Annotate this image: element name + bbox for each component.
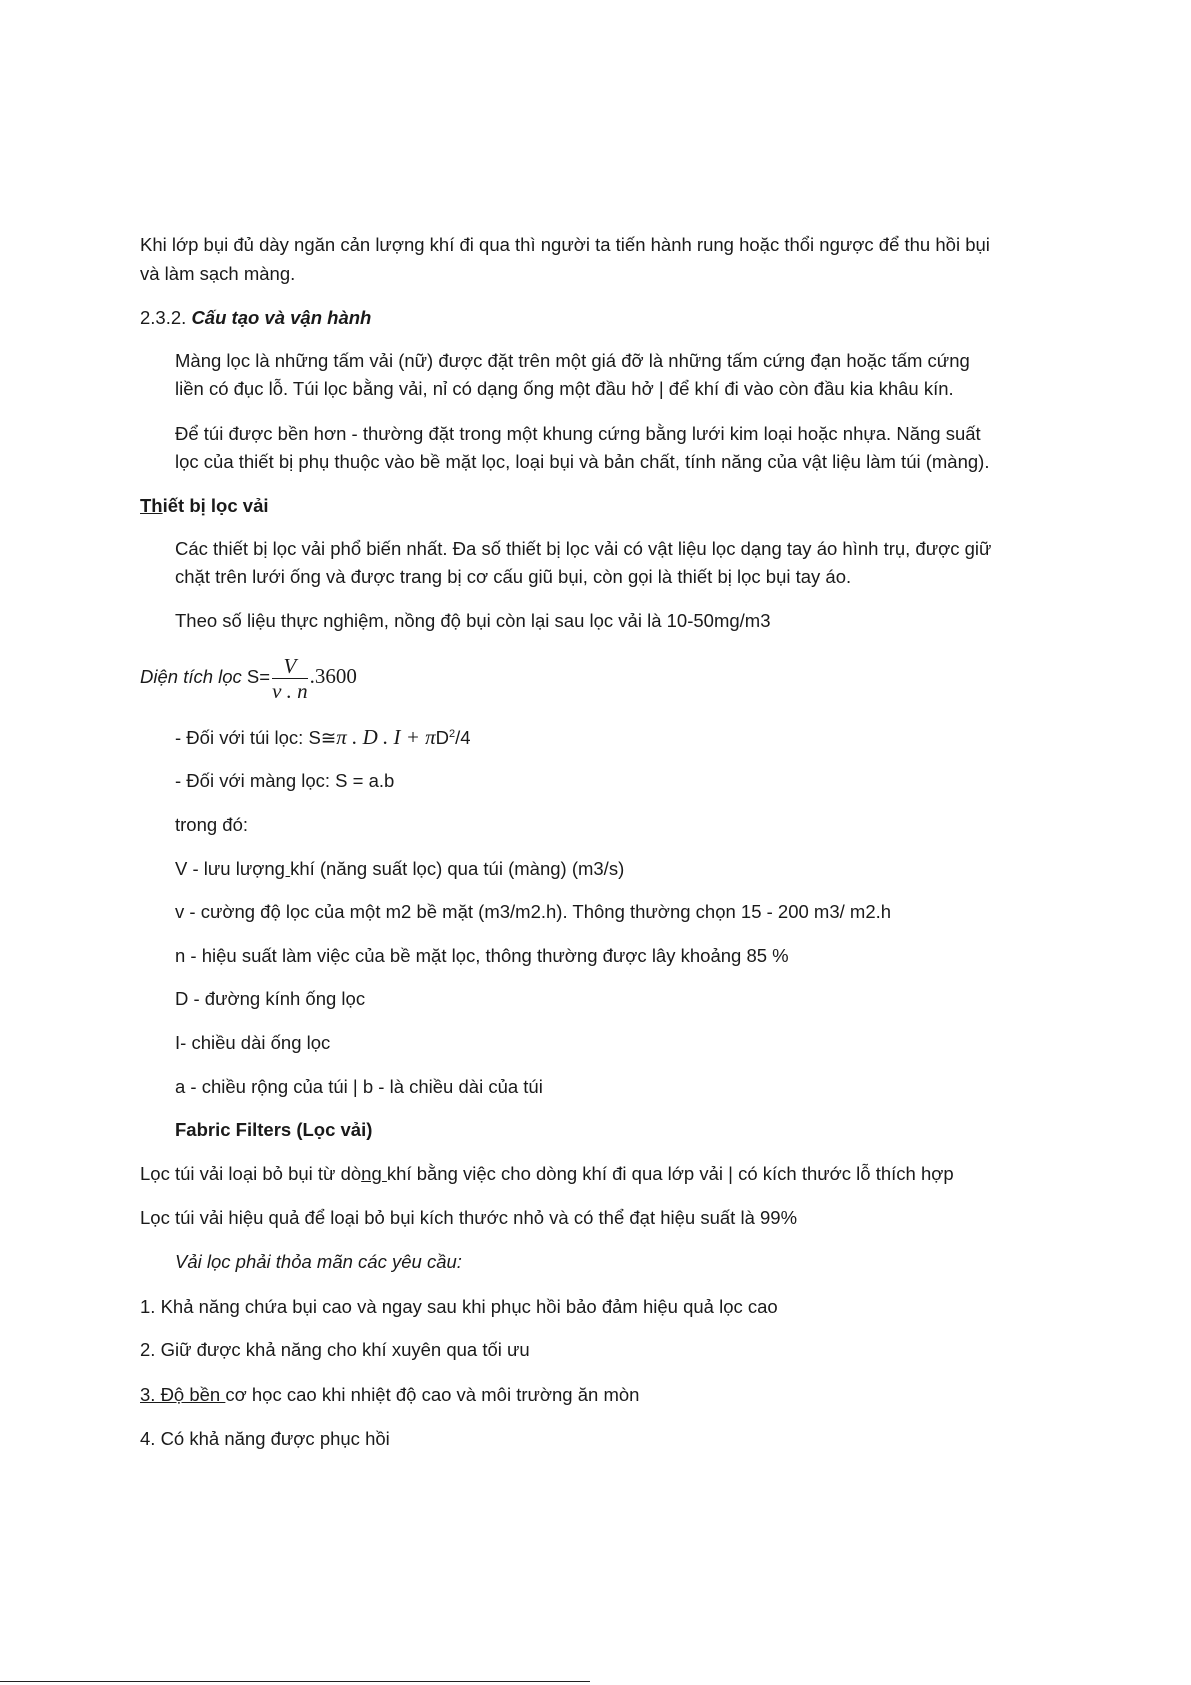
definition-v: v - cường độ lọc của một m2 bề mặt (m3/m2.h). Thông thường chọn 15 - 200 m3/ m2.h: [175, 901, 892, 922]
paragraph-line: Màng lọc là những tấm vải (nữ) được đặt trên một giá đỡ là những tấm cứng đạn hoặc tấm cứng: [175, 350, 970, 371]
definition-a-b: a - chiều rộng của túi | b - là chiều dài của túi: [175, 1076, 543, 1097]
definition-V: [175, 857, 624, 881]
list-item: 2. Giữ được khả năng cho khí xuyên qua tối ưu: [140, 1339, 530, 1360]
paragraph-line: liền có đục lỗ. Túi lọc bằng vải, nỉ có dạng ống một đầu hở | để khí đi vào còn đầu kia khâu kín.: [175, 378, 954, 399]
list-item: [140, 1383, 639, 1407]
fraction-denominator: v . n: [272, 678, 308, 703]
footer-divider: [0, 1681, 590, 1682]
paragraph-line: Để túi được bền hơn - thường đặt trong một khung cứng bằng lưới kim loại hoặc nhựa. Năng suất: [175, 423, 981, 444]
heading-thiet-bi-loc-vai: [140, 494, 269, 518]
heading-fabric-filters: Fabric Filters (Lọc vải): [175, 1119, 373, 1140]
paragraph-line: Các thiết bị lọc vải phổ biến nhất. Đa số thiết bị lọc vải có vật liệu lọc dạng tay áo hình trụ, được giữ: [175, 538, 992, 559]
paragraph-line: Theo số liệu thực nghiệm, nồng độ bụi còn lại sau lọc vải là 10-50mg/m3: [175, 610, 771, 631]
formula-expression: π . D . I + π: [336, 725, 436, 749]
text: Lọc túi vải loại bỏ bụi từ dò: [140, 1163, 362, 1184]
formula-tail: /4: [455, 727, 471, 748]
paragraph-line: Khi lớp bụi đủ dày ngăn cản lượng khí đi qua thì người ta tiến hành rung hoặc thổi ngược để thu hồi bụi: [140, 234, 990, 255]
paragraph-line: Lọc túi vải hiệu quả để loại bỏ bụi kích thước nhỏ và có thể đạt hiệu suất là 99%: [140, 1207, 798, 1228]
paragraph-line: chặt trên lưới ống và được trang bị cơ cấu giũ bụi, còn gọi là thiết bị lọc bụi tay áo.: [175, 566, 852, 587]
formula-tail: .3600: [309, 664, 357, 688]
underlined-text: ng: [361, 1163, 387, 1184]
text: khí (năng suất lọc) qua túi (màng) (m3/s): [290, 858, 625, 879]
formula-label: Diện tích lọc: [140, 666, 242, 687]
list-item: 1. Khả năng chứa bụi cao và ngay sau khi phục hồi bảo đảm hiệu quả lọc cao: [140, 1296, 778, 1317]
approx-symbol: ≅: [320, 727, 337, 748]
paragraph-line: và làm sạch màng.: [140, 263, 296, 284]
formula-d: D: [435, 727, 450, 748]
paragraph-line: [140, 1162, 954, 1186]
section-number: 2.3.2.: [140, 307, 192, 328]
requirements-heading: Vải lọc phải thỏa mãn các yêu cầu:: [175, 1251, 462, 1272]
trong-do-line: trong đó:: [175, 814, 249, 835]
fraction: [272, 654, 308, 703]
paragraph-line: lọc của thiết bị phụ thuộc vào bề mặt lọc, loại bụi và bản chất, tính năng của vật liệu làm túi (màng).: [175, 451, 990, 472]
superscript: 2: [449, 728, 456, 740]
definition-n: n - hiệu suất làm việc của bề mặt lọc, thông thường được lây khoảng 85 %: [175, 945, 789, 966]
formula-prefix: - Đối với túi lọc: S: [175, 727, 321, 748]
definition-D: D - đường kính ống lọc: [175, 988, 366, 1009]
underlined-text: 3. Độ bền: [140, 1384, 226, 1405]
list-item: 4. Có khả năng được phục hồi: [140, 1428, 390, 1449]
bag-filter-formula: [175, 725, 471, 750]
underlined-text: Th: [140, 495, 163, 516]
section-heading: [140, 306, 371, 330]
fraction-numerator: V: [272, 654, 308, 679]
text: cơ học cao khi nhiệt độ cao và môi trường ăn mòn: [225, 1384, 640, 1405]
section-title: Cấu tạo và vận hành: [191, 307, 372, 328]
formula-s-eq: S=: [241, 666, 271, 687]
formula-filter-area: [140, 652, 357, 703]
membrane-formula: - Đối với màng lọc: S = a.b: [175, 770, 395, 791]
definition-I: I- chiều dài ống lọc: [175, 1032, 331, 1053]
text: khí bằng việc cho dòng khí đi qua lớp vải | có kích thước lỗ thích hợp: [386, 1163, 954, 1184]
heading-rest: iết bị lọc vải: [162, 495, 269, 516]
text: V - lưu lượn: [175, 858, 275, 879]
underlined-text: g: [274, 858, 291, 879]
